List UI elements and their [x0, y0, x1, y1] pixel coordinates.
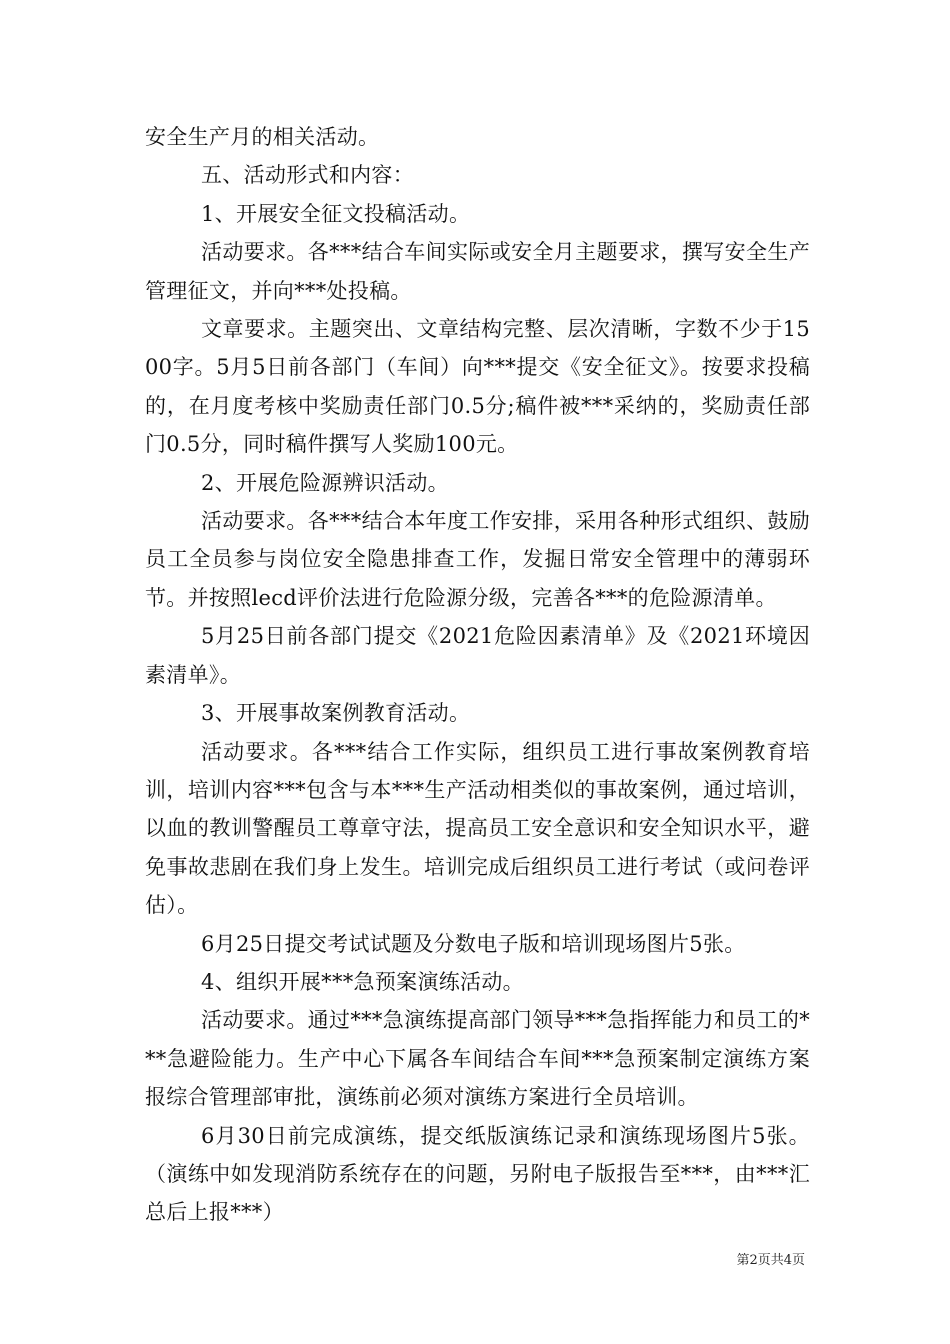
item-heading-case-education: 3、开展事故案例教育活动。 — [201, 701, 471, 726]
paragraph-continuation: 安全生产月的相关活动。 — [145, 125, 380, 149]
paragraph-article-requirements: 文章要求。主题突出、文章结构完整、层次清晰，字数不少于1500字。5月5日前各部门（车间）向***提交《安全征文》。按要求投稿的，在月度考核中奖励责任部门0.5分;稿件被***采纳的，奖励责任部门0.5分，同时稿件撰写人奖励100元。 — [145, 317, 810, 457]
paragraph-drill-deadline: 6月30日前完成演练，提交纸版演练记录和演练现场图片5张。（演练中如发现消防系统存在的问题，另附电子版报告至***，由***汇总后上报***） — [145, 1123, 810, 1225]
paragraph-hazard-requirements: 活动要求。各***结合本年度工作安排，采用各种形式组织、鼓励员工全员参与岗位安全隐患排查工作，发掘日常安全管理中的薄弱环节。并按照lecd评价法进行危险源分级，完善各***的危险源清单。 — [145, 509, 810, 610]
paragraph-drill-requirements: 活动要求。通过***急演练提高部门领导***急指挥能力和员工的***急避险能力。生产中心下属各车间结合车间***急预案制定演练方案报综合管理部审批，演练前必须对演练方案进行全员培训。 — [145, 1008, 810, 1110]
item-heading-essay: 1、开展安全征文投稿活动。 — [201, 201, 471, 226]
paragraph-essay-requirements: 活动要求。各***结合车间实际或安全月主题要求，撰写安全生产管理征文，并向***处投稿。 — [145, 240, 810, 303]
page-number-footer: 第2页共4页 — [736, 1253, 805, 1268]
paragraph-case-deadline: 6月25日提交考试试题及分数电子版和培训现场图片5张。 — [201, 931, 746, 956]
document-body — [145, 118, 810, 1232]
item-heading-hazard: 2、开展危险源辨识活动。 — [201, 470, 449, 495]
section-heading-activities: 五、活动形式和内容： — [201, 163, 414, 188]
item-heading-drill: 4、组织开展***急预案演练活动。 — [201, 969, 524, 994]
paragraph-case-requirements: 活动要求。各***结合工作实际，组织员工进行事故案例教育培训，培训内容***包含与本***生产活动相类似的事故案例，通过培训，以血的教训警醒员工尊章守法，提高员工安全意识和安全知识水平，避免事故悲剧在我们身上发生。培训完成后组织员工进行考试（或问卷评估）。 — [145, 739, 810, 918]
paragraph-hazard-deadline: 5月25日前各部门提交《2021危险因素清单》及《2021环境因素清单》。 — [145, 624, 810, 687]
